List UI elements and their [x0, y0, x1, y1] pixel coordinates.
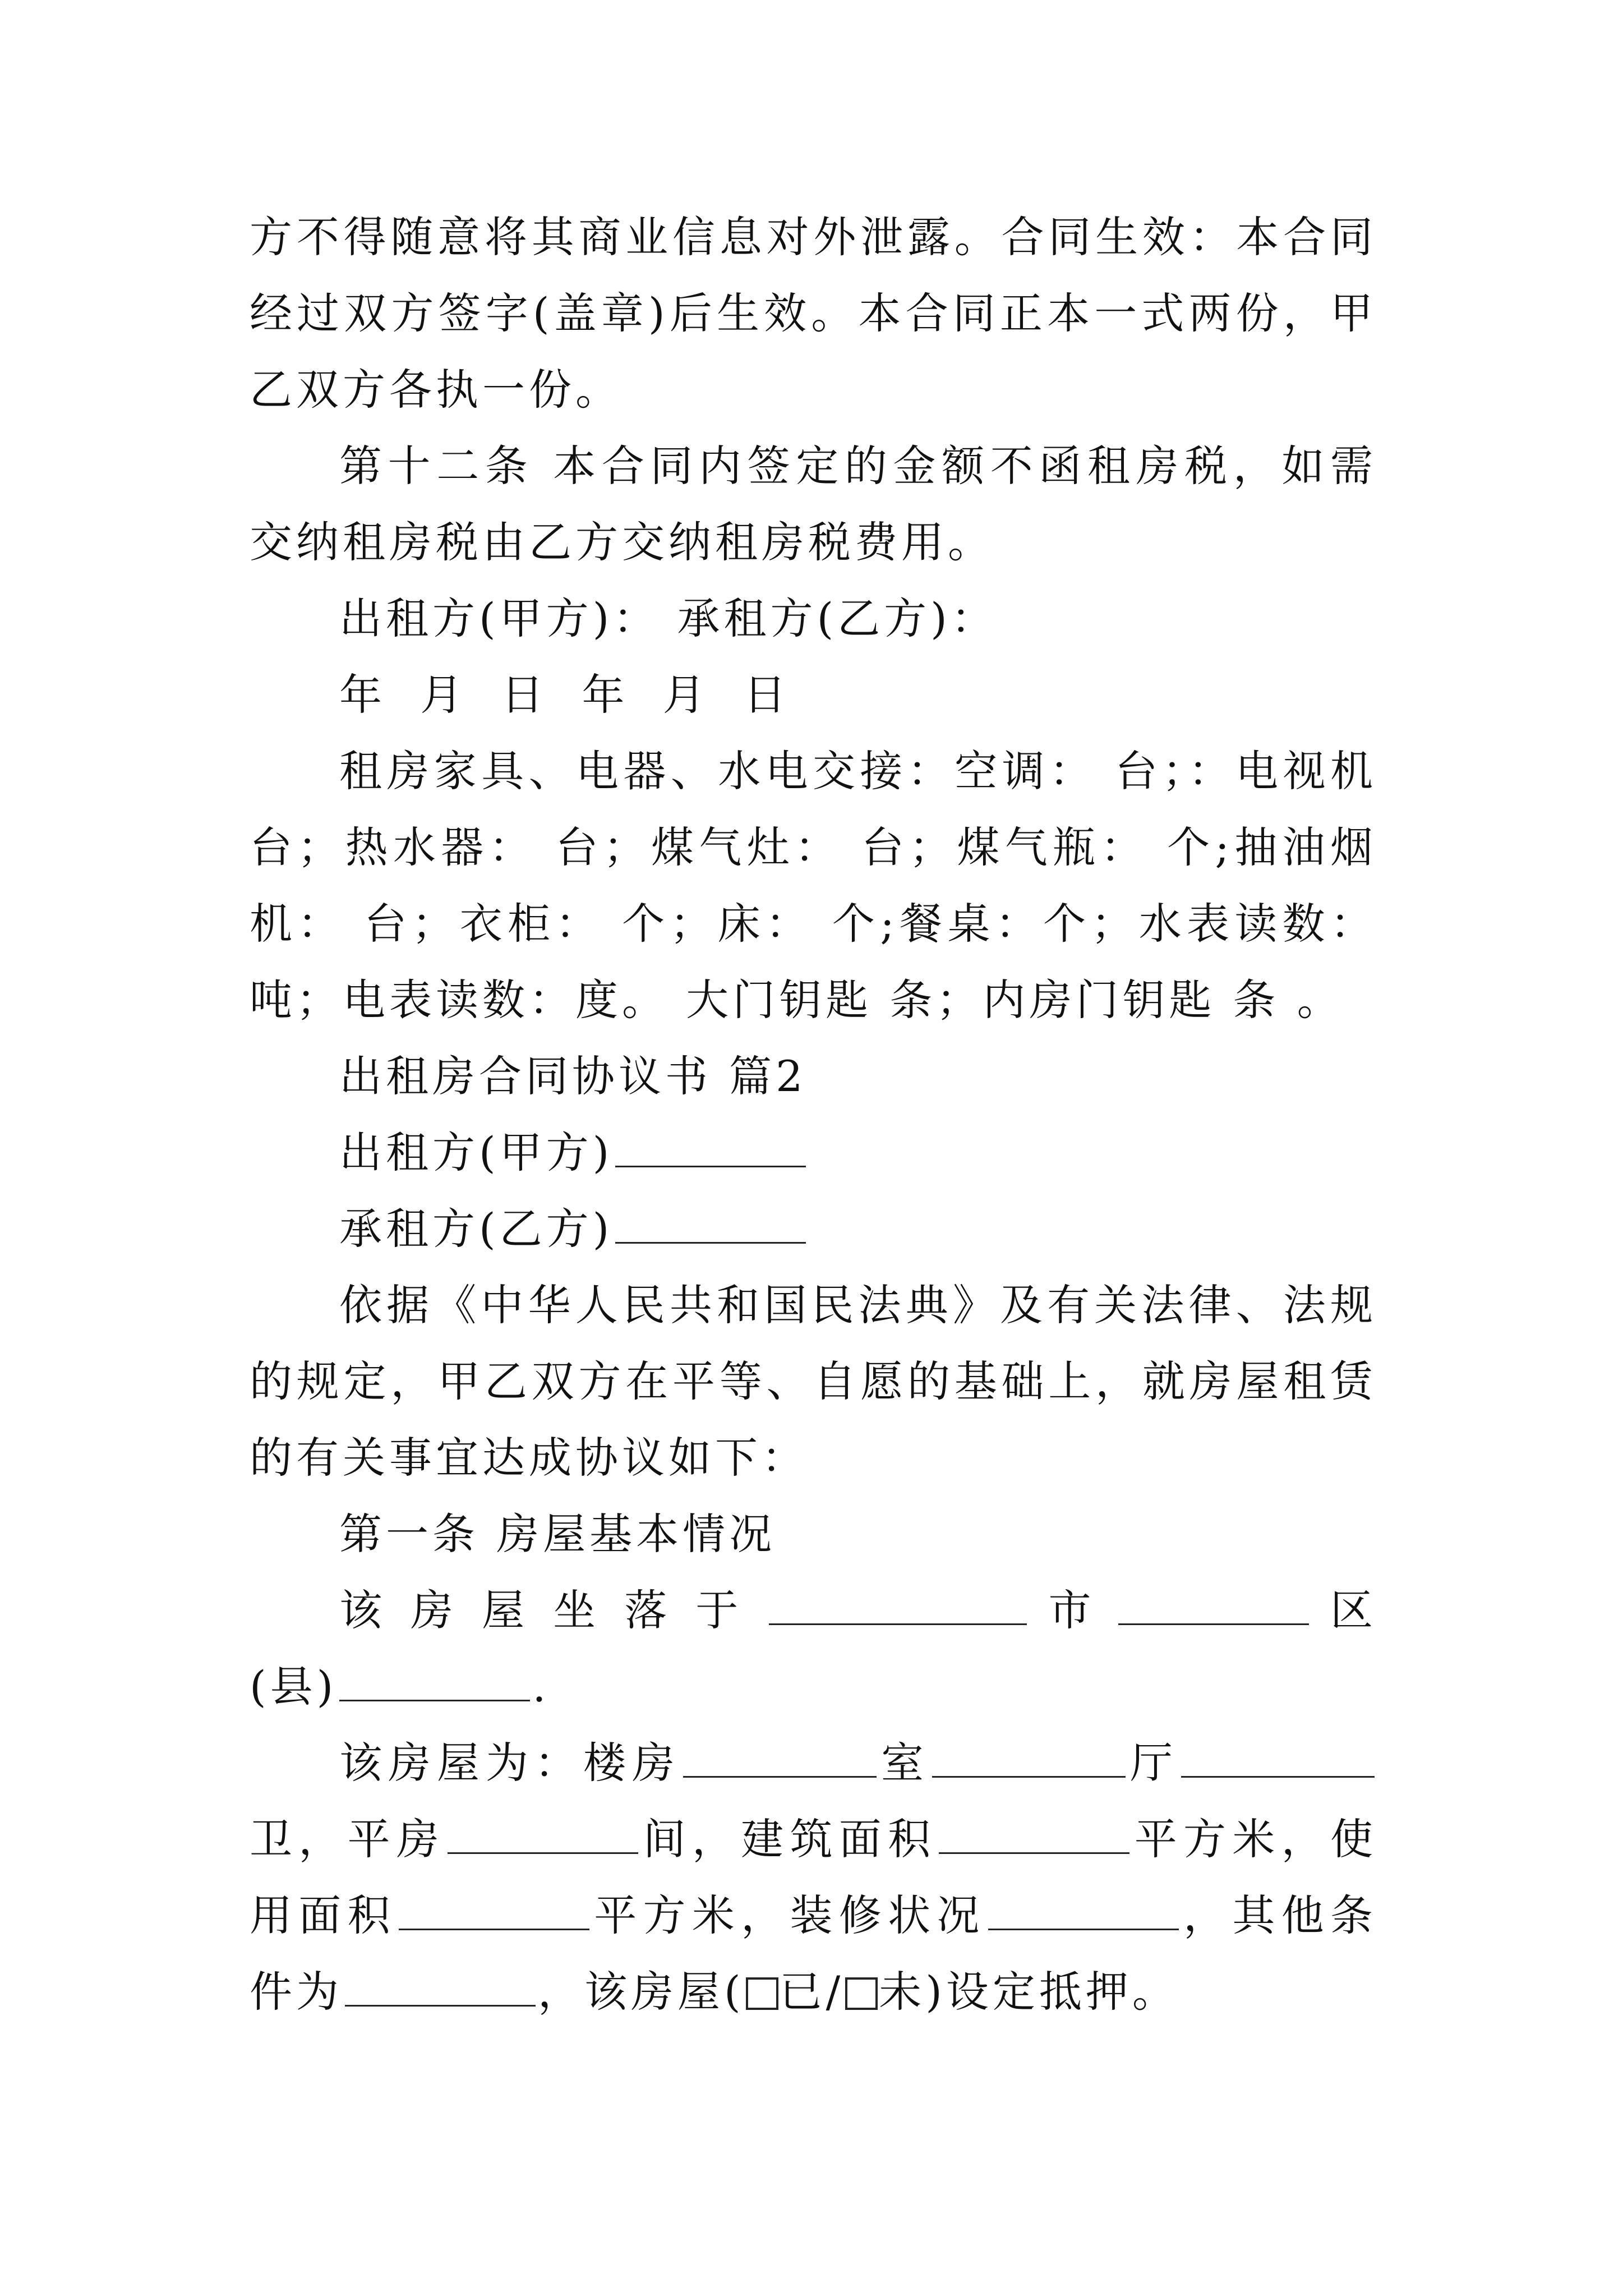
- location-end: .: [532, 1662, 550, 1711]
- usable-area-blank[interactable]: [399, 1887, 589, 1930]
- section-title-part-2: 出租房合同协议书 篇2: [339, 1051, 807, 1101]
- usable-area-label: 平方米，装修状况: [591, 1890, 986, 1940]
- signature-parties-line: 出租方(甲方)： 承租方(乙方)：: [339, 593, 998, 643]
- paragraph-legal-basis: 依据《中华人民共和国民法典》及有关法律、法规的规定，甲乙双方在平等、自愿的基础上，就房屋租赁的有关事宜达成协议如下：: [250, 1280, 1377, 1483]
- mortgage-no-checkbox[interactable]: [845, 1977, 878, 2010]
- rooms-blank[interactable]: [683, 1734, 877, 1778]
- building-type-label: 该房屋为：楼房: [339, 1738, 681, 1788]
- paragraph-handover-list: 租房家具、电器、水电交接：空调： 台；：电视机 台；热水器： 台；煤气灶： 台；煤气瓶： 个;抽油烟机： 台；衣柜： 个；床： 个;餐桌：个；水表读数： 吨；电表读数：度。 大门钥匙 条；内房门钥匙 条 。: [250, 746, 1377, 1025]
- mortgage-yes-checkbox[interactable]: [746, 1977, 778, 2010]
- mortgage-no-label: 未)设定抵押。: [879, 1967, 1179, 2017]
- other-conditions-label: ，其他条件为: [250, 1890, 1377, 2017]
- landlord-line: [250, 1115, 1377, 1191]
- paragraph-house-location: [250, 1572, 1377, 1725]
- tenant-blank[interactable]: [615, 1200, 806, 1244]
- district-blank[interactable]: [1118, 1582, 1309, 1625]
- county-blank[interactable]: [339, 1658, 530, 1701]
- mortgage-label: ，该房屋(: [538, 1967, 745, 2017]
- city-blank[interactable]: [769, 1582, 1027, 1625]
- tenant-line: [250, 1191, 1377, 1267]
- bungalow-blank[interactable]: [448, 1811, 638, 1854]
- baths-label: 卫，平房: [250, 1814, 446, 1864]
- article-1-heading: 第一条 房屋基本情况: [339, 1509, 776, 1559]
- landlord-blank[interactable]: [615, 1124, 806, 1167]
- built-area-label: 平方米，使用面积: [250, 1814, 1377, 1940]
- halls-blank[interactable]: [932, 1734, 1126, 1778]
- district-label: 区: [1330, 1585, 1377, 1635]
- bungalow-label: 间，建筑面积: [640, 1814, 937, 1864]
- built-area-blank[interactable]: [939, 1811, 1129, 1854]
- landlord-label: 出租方(甲方): [339, 1128, 614, 1177]
- paragraph-house-details: [250, 1725, 1377, 2030]
- baths-blank[interactable]: [1181, 1734, 1375, 1778]
- signature-date-line: 年 月 日 年 月 日: [339, 670, 790, 720]
- other-conditions-blank[interactable]: [345, 1963, 536, 2007]
- paragraph-effectiveness: 方不得随意将其商业信息对外泄露。合同生效：本合同经过双方签字(盖章)后生效。本合同正本一式两份，甲乙双方各执一份。: [250, 212, 1377, 415]
- document-page: [250, 199, 1377, 2030]
- city-label: 市: [1048, 1585, 1097, 1635]
- halls-label: 厅: [1128, 1738, 1179, 1788]
- paragraph-article-12: 第十二条 本合同内签定的金额不函租房税，如需交纳租房税由乙方交纳租房税费用。: [250, 441, 1377, 567]
- location-label: 该房屋坐落于: [339, 1585, 767, 1635]
- mortgage-yes-label: 已/: [779, 1967, 845, 2017]
- rooms-label: 室: [879, 1738, 930, 1788]
- county-label: (县): [250, 1662, 338, 1711]
- tenant-label: 承租方(乙方): [339, 1204, 614, 1254]
- decoration-blank[interactable]: [988, 1887, 1179, 1930]
